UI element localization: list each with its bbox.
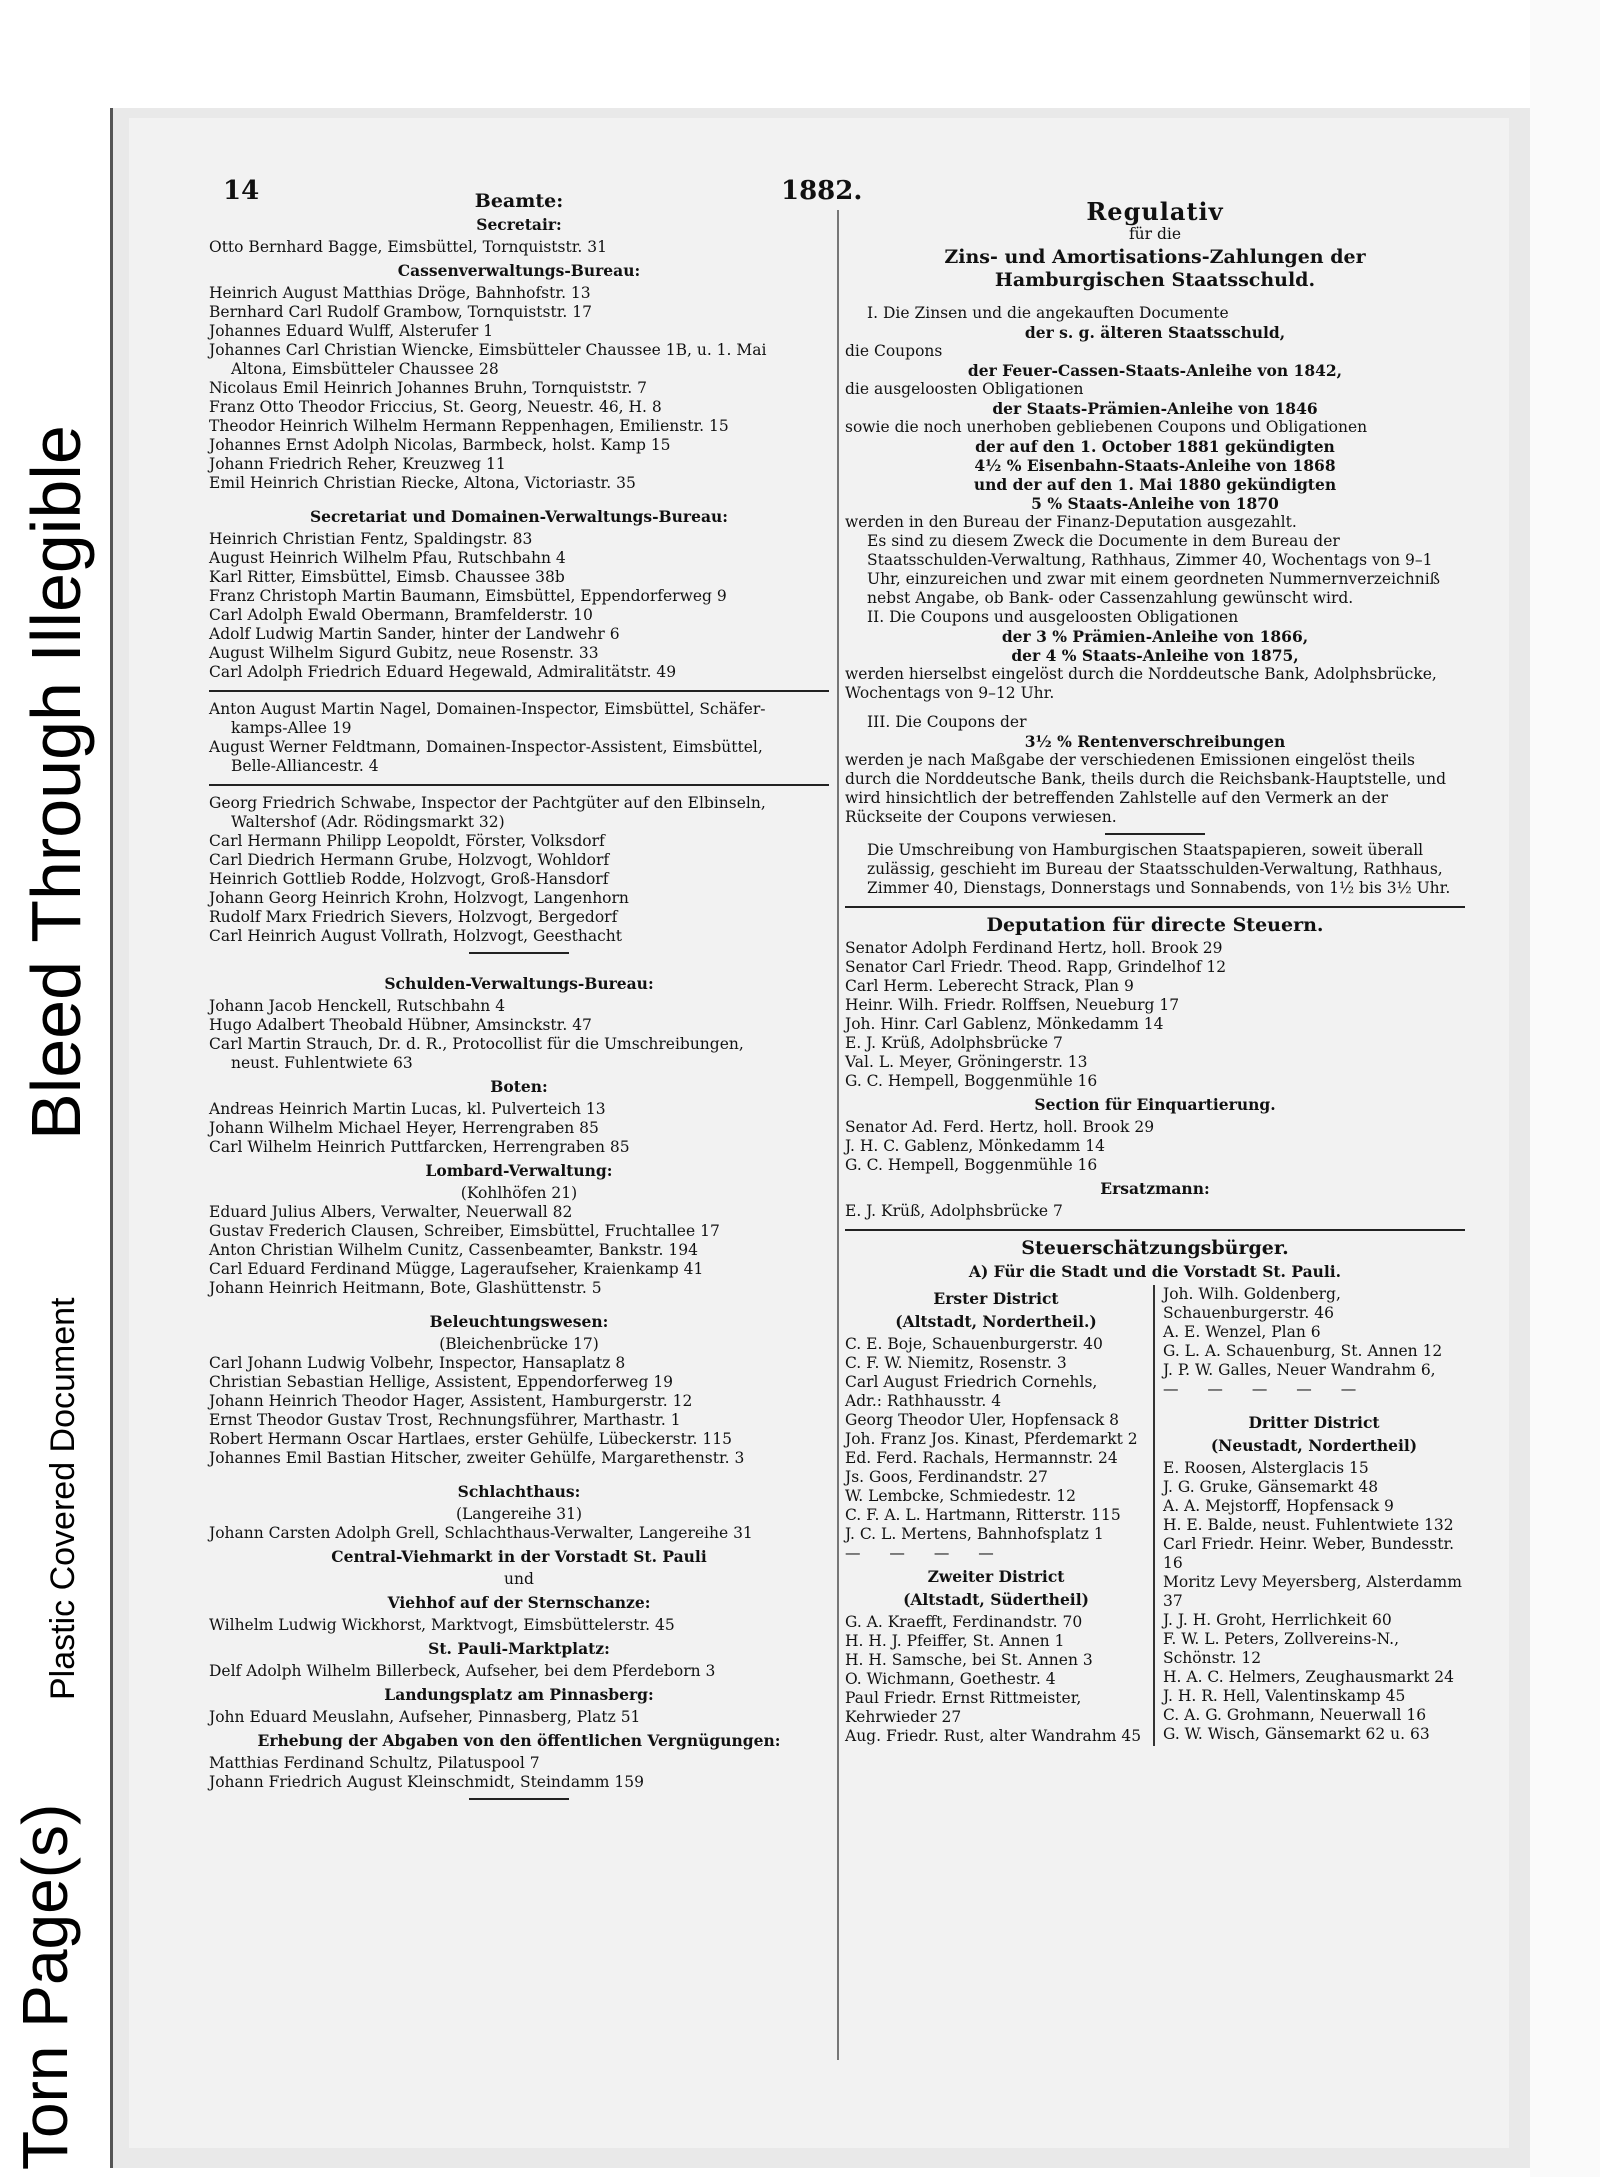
list-item: Delf Adolph Wilhelm Billerbeck, Aufseher, bei dem Pferdeborn 3 xyxy=(209,1662,716,1680)
separator xyxy=(469,952,569,954)
list-item: Heinrich Christian Fentz, Spaldingstr. 83 xyxy=(209,530,533,548)
list-item: J. H. R. Hell, Valentinskamp 45 xyxy=(1163,1687,1406,1705)
list-item: Theodor Heinrich Wilhelm Hermann Reppenhagen, Emilienstr. 15 xyxy=(209,417,729,435)
regulativ-heading: Regulativ xyxy=(1086,197,1224,226)
schulden-heading: Schulden-Verwaltungs-Bureau: xyxy=(384,974,654,993)
list-item: Gustav Frederich Clausen, Schreiber, Eimsbüttel, Fruchtallee 17 xyxy=(209,1222,720,1240)
district-columns xyxy=(845,1285,1465,1746)
list-item: H. A. C. Helmers, Zeughausmarkt 24 xyxy=(1163,1668,1454,1686)
separator xyxy=(469,1798,569,1800)
document-page xyxy=(110,108,1533,2168)
list-item: J. H. C. Gablenz, Mönkedamm 14 xyxy=(845,1137,1106,1155)
text-line: 4½ % Eisenbahn-Staats-Anleihe von 1868 xyxy=(974,456,1336,475)
list-item: Johann Heinrich Theodor Hager, Assistent, Hamburgerstr. 12 xyxy=(209,1392,693,1410)
paragraph: Die Umschreibung von Hamburgischen Staatspapieren, soweit überall zulässig, geschieht im Bureau der Staatsschulden-Verwaltung, Rathhaus, Zimmer 40, Dienstags, Donnerstags und Sonnabends, von 1½ bis 3½ Uhr. xyxy=(867,841,1451,897)
beleucht-address: (Bleichenbrücke 17) xyxy=(439,1335,599,1353)
text-line: 5 % Staats-Anleihe von 1870 xyxy=(1031,494,1279,513)
cassen-heading: Cassenverwaltungs-Bureau: xyxy=(397,261,641,280)
list-item: O. Wichmann, Goethestr. 4 xyxy=(845,1670,1056,1688)
list-item: John Eduard Meuslahn, Aufseher, Pinnasberg, Platz 51 xyxy=(209,1708,641,1726)
secretair-heading: Secretair: xyxy=(476,215,562,234)
list-item: Johann Georg Heinrich Krohn, Holzvogt, Langenhorn xyxy=(209,889,629,907)
separator xyxy=(209,690,829,692)
list-item: G. L. A. Schauenburg, St. Annen 12 xyxy=(1163,1342,1443,1360)
list-item: Franz Christoph Martin Baumann, Eimsbüttel, Eppendorferweg 9 xyxy=(209,587,727,605)
list-item: E. J. Krüß, Adolphsbrücke 7 xyxy=(845,1034,1063,1052)
text-line: I. Die Zinsen und die angekauften Documente xyxy=(867,304,1229,322)
vieh-and: und xyxy=(504,1570,534,1588)
list-item: Christian Sebastian Hellige, Assistent, Eppendorferweg 19 xyxy=(209,1373,674,1391)
list-item: Johannes Eduard Wulff, Alsterufer 1 xyxy=(209,322,494,340)
text-line: der auf den 1. October 1881 gekündigten xyxy=(975,437,1335,456)
schlacht-address: (Langereihe 31) xyxy=(455,1505,583,1523)
list-item: Georg Theodor Uler, Hopfensack 8 xyxy=(845,1411,1120,1429)
list-item: Johann Heinrich Heitmann, Bote, Glashüttenstr. 5 xyxy=(209,1279,602,1297)
list-item: Joh. Wilh. Goldenberg, Schauenburgerstr. 46 xyxy=(1163,1285,1341,1322)
list-item: Heinrich August Matthias Dröge, Bahnhofstr. 13 xyxy=(209,284,591,302)
list-item: Senator Ad. Ferd. Hertz, holl. Brook 29 xyxy=(845,1118,1155,1136)
list-item: Ernst Theodor Gustav Trost, Rechnungsführer, Marthastr. 1 xyxy=(209,1411,681,1429)
text-line: und der auf den 1. Mai 1880 gekündigten xyxy=(973,475,1337,494)
paragraph: werden hierselbst eingelöst durch die Norddeutsche Bank, Adolphsbrücke, Wochentags von 9–12 Uhr. xyxy=(845,665,1437,702)
list-item: Moritz Levy Meyersberg, Alsterdamm 37 xyxy=(1163,1573,1462,1610)
list-item: G. W. Wisch, Gänsemarkt 62 u. 63 xyxy=(1163,1725,1430,1743)
list-item: Karl Ritter, Eimsbüttel, Eimsb. Chaussee 38b xyxy=(209,568,565,586)
list-item: Carl Heinrich August Vollrath, Holzvogt, Geesthacht xyxy=(209,927,622,945)
left-column xyxy=(209,166,829,1806)
list-item: Altona, Eimsbütteler Chaussee 28 xyxy=(231,360,499,378)
viehhof-heading: Viehhof auf der Sternschanze: xyxy=(387,1593,651,1612)
list-item: G. A. Kraefft, Ferdinandstr. 70 xyxy=(845,1613,1083,1631)
list-item: Adr.: Rathhausstr. 4 xyxy=(845,1392,1002,1410)
list-item: Carl Johann Ludwig Volbehr, Inspector, Hansaplatz 8 xyxy=(209,1354,626,1372)
list-item: H. E. Balde, neust. Fuhlentwiete 132 xyxy=(1163,1516,1454,1534)
list-item: A. E. Wenzel, Plan 6 xyxy=(1163,1323,1321,1341)
list-item: Robert Hermann Oscar Hartlaes, erster Gehülfe, Lübeckerstr. 115 xyxy=(209,1430,732,1448)
list-item: F. W. L. Peters, Zollvereins-N., Schönstr. 12 xyxy=(1163,1630,1400,1667)
list-item: Johannes Ernst Adolph Nicolas, Barmbeck, holst. Kamp 15 xyxy=(209,436,671,454)
list-item: Carl Herm. Leberecht Strack, Plan 9 xyxy=(845,977,1134,995)
list-item: C. A. G. Grohmann, Neuerwall 16 xyxy=(1163,1706,1427,1724)
text-line: die ausgeloosten Obligationen xyxy=(845,380,1084,398)
list-item: Johannes Carl Christian Wiencke, Eimsbütteler Chaussee 1B, u. 1. Mai xyxy=(209,341,767,359)
list-item: Johann Carsten Adolph Grell, Schlachthaus-Verwalter, Langereihe 31 xyxy=(209,1524,753,1542)
list-item: Carl Eduard Ferdinand Mügge, Lageraufseher, Kraienkamp 41 xyxy=(209,1260,704,1278)
page-year: 1882. xyxy=(781,176,863,206)
regulativ-heading-3: Hamburgischen Staatsschuld. xyxy=(994,269,1316,291)
bleed-through-label: Bleed Through Illegible xyxy=(17,425,95,1140)
list-item: E. Roosen, Alsterglacis 15 xyxy=(1163,1459,1369,1477)
list-item: Johann Friedrich August Kleinschmidt, Steindamm 159 xyxy=(209,1773,644,1791)
torn-pages-label: Torn Page(s) xyxy=(9,1803,81,2170)
text-line: der Staats-Prämien-Anleihe von 1846 xyxy=(992,399,1318,418)
text-line: werden in den Bureau der Finanz-Deputation ausgezahlt. xyxy=(845,513,1297,531)
list-item: Paul Friedr. Ernst Rittmeister, xyxy=(845,1689,1082,1707)
dash-line: — — — — xyxy=(845,1544,1006,1562)
list-item: kamps-Allee 19 xyxy=(231,719,352,737)
list-item: Carl Adolph Ewald Obermann, Bramfelderstr. 10 xyxy=(209,606,593,624)
list-item: August Wilhelm Sigurd Gubitz, neue Rosenstr. 33 xyxy=(209,644,599,662)
ersatz-heading: Ersatzmann: xyxy=(1100,1179,1210,1198)
text-line: 3½ % Rentenverschreibungen xyxy=(1024,732,1286,751)
list-item: J. J. H. Groht, Herrlichkeit 60 xyxy=(1163,1611,1392,1629)
list-item: Anton August Martin Nagel, Domainen-Inspector, Eimsbüttel, Schäfer- xyxy=(209,700,766,718)
boten-heading: Boten: xyxy=(490,1077,548,1096)
district-2-sub: (Altstadt, Südertheil) xyxy=(903,1590,1089,1609)
list-item: Belle-Alliancestr. 4 xyxy=(231,757,379,775)
list-item: Anton Christian Wilhelm Cunitz, Cassenbeamter, Bankstr. 194 xyxy=(209,1241,698,1259)
list-item: Joh. Hinr. Carl Gablenz, Mönkedamm 14 xyxy=(845,1015,1164,1033)
list-item: Heinr. Wilh. Friedr. Rolffsen, Neueburg 17 xyxy=(845,996,1180,1014)
list-item: August Heinrich Wilhelm Pfau, Rutschbahn 4 xyxy=(209,549,566,567)
page-edge xyxy=(1530,0,1600,2177)
district-1-sub: (Altstadt, Nordertheil.) xyxy=(895,1312,1097,1331)
list-item: Matthias Ferdinand Schultz, Pilatuspool 7 xyxy=(209,1754,540,1772)
beleucht-heading: Beleuchtungswesen: xyxy=(429,1312,609,1331)
lombard-heading: Lombard-Verwaltung: xyxy=(425,1161,613,1180)
separator xyxy=(845,906,1465,908)
list-item: Senator Adolph Ferdinand Hertz, holl. Brook 29 xyxy=(845,939,1223,957)
list-item: Franz Otto Theodor Friccius, St. Georg, Neuestr. 46, H. 8 xyxy=(209,398,662,416)
list-item: Wilhelm Ludwig Wickhorst, Marktvogt, Eimsbüttelerstr. 45 xyxy=(209,1616,675,1634)
lombard-address: (Kohlhöfen 21) xyxy=(460,1184,578,1202)
separator xyxy=(209,784,829,786)
list-item: J. C. L. Mertens, Bahnhofsplatz 1 xyxy=(845,1525,1104,1543)
einquartierung-heading: Section für Einquartierung. xyxy=(1034,1095,1276,1114)
list-item: Js. Goos, Ferdinandstr. 27 xyxy=(845,1468,1048,1486)
secretariat-heading: Secretariat und Domainen-Verwaltungs-Bureau: xyxy=(309,507,728,526)
district-3-heading: Dritter District xyxy=(1248,1413,1380,1432)
separator xyxy=(845,1229,1465,1231)
list-item: Carl Hermann Philipp Leopoldt, Förster, Volksdorf xyxy=(209,832,605,850)
archive-stamp-strip xyxy=(0,0,110,2177)
list-item: Eduard Julius Albers, Verwalter, Neuerwall 82 xyxy=(209,1203,573,1221)
text-line: der 4 % Staats-Anleihe von 1875, xyxy=(1011,646,1299,665)
list-item: C. F. W. Niemitz, Rosenstr. 3 xyxy=(845,1354,1067,1372)
list-item: Nicolaus Emil Heinrich Johannes Bruhn, Tornquiststr. 7 xyxy=(209,379,647,397)
list-item: Senator Carl Friedr. Theod. Rapp, Grindelhof 12 xyxy=(845,958,1227,976)
list-item: Johann Jacob Henckell, Rutschbahn 4 xyxy=(209,997,506,1015)
list-item: Johann Wilhelm Michael Heyer, Herrengraben 85 xyxy=(209,1119,599,1137)
list-item: Kehrwieder 27 xyxy=(845,1708,962,1726)
list-item: Carl Adolph Friedrich Eduard Hegewald, Admiralitätstr. 49 xyxy=(209,663,677,681)
text-line: II. Die Coupons und ausgeloosten Obligationen xyxy=(867,608,1239,626)
list-item: Val. L. Meyer, Gröningerstr. 13 xyxy=(845,1053,1088,1071)
list-item: J. G. Gruke, Gänsemarkt 48 xyxy=(1163,1478,1379,1496)
column-divider xyxy=(837,210,839,2060)
list-item: Carl August Friedrich Cornehls, xyxy=(845,1373,1098,1391)
text-line: sowie die noch unerhoben gebliebenen Coupons und Obligationen xyxy=(845,418,1368,436)
list-item: G. C. Hempell, Boggenmühle 16 xyxy=(845,1156,1098,1174)
separator xyxy=(1105,833,1205,835)
beamte-heading: Beamte: xyxy=(474,190,564,212)
schlacht-heading: Schlachthaus: xyxy=(457,1482,581,1501)
pauli-heading: St. Pauli-Marktplatz: xyxy=(428,1639,610,1658)
list-item: Carl Wilhelm Heinrich Puttfarcken, Herrengraben 85 xyxy=(209,1138,630,1156)
list-item: August Werner Feldtmann, Domainen-Inspector-Assistent, Eimsbüttel, xyxy=(209,738,763,756)
list-item: Heinrich Gottlieb Rodde, Holzvogt, Groß-Hansdorf xyxy=(209,870,609,888)
plastic-covered-label: Plastic Covered Document xyxy=(44,1297,82,1700)
erhebung-heading: Erhebung der Abgaben von den öffentlichen Vergnügungen: xyxy=(257,1731,781,1750)
list-item: Aug. Friedr. Rust, alter Wandrahm 45 xyxy=(845,1727,1142,1745)
list-item: Hugo Adalbert Theobald Hübner, Amsinckstr. 47 xyxy=(209,1016,592,1034)
paragraph: Es sind zu diesem Zweck die Documente in dem Bureau der Staatsschulden-Verwaltung, Rathhaus, Zimmer 40, Wochentags von 9–1 Uhr, einzureichen und zwar mit einem geordneten Nummernverzeichniß nebst Angabe, ob Bank- oder Cassenzahlung gewünscht wird. xyxy=(867,532,1441,607)
district-3-sub: (Neustadt, Nordertheil) xyxy=(1210,1436,1418,1455)
page-number: 14 xyxy=(223,176,260,206)
list-item: Carl Diedrich Hermann Grube, Holzvogt, Wohldorf xyxy=(209,851,610,869)
list-item: Emil Heinrich Christian Riecke, Altona, Victoriastr. 35 xyxy=(209,474,636,492)
list-item: Bernhard Carl Rudolf Grambow, Tornquiststr. 17 xyxy=(209,303,592,321)
district-2-heading: Zweiter District xyxy=(927,1567,1065,1586)
list-item: Georg Friedrich Schwabe, Inspector der Pachtgüter auf den Elbinseln, xyxy=(209,794,766,812)
list-item: neust. Fuhlentwiete 63 xyxy=(231,1054,413,1072)
right-column xyxy=(845,198,1465,1746)
text-line: der 3 % Prämien-Anleihe von 1866, xyxy=(1001,627,1309,646)
landung-heading: Landungsplatz am Pinnasberg: xyxy=(384,1685,654,1704)
list-item: Joh. Franz Jos. Kinast, Pferdemarkt 2 xyxy=(845,1430,1138,1448)
list-item: Adolf Ludwig Martin Sander, hinter der Landwehr 6 xyxy=(209,625,620,643)
list-item: Carl Martin Strauch, Dr. d. R., Protocollist für die Umschreibungen, xyxy=(209,1035,744,1053)
secretair-entry: Otto Bernhard Bagge, Eimsbüttel, Tornquiststr. 31 xyxy=(209,238,608,256)
text-line: der s. g. älteren Staatsschuld, xyxy=(1024,323,1286,342)
list-item: H. H. Samsche, bei St. Annen 3 xyxy=(845,1651,1093,1669)
list-item: E. J. Krüß, Adolphsbrücke 7 xyxy=(845,1202,1063,1220)
steuer-sub: A) Für die Stadt und die Vorstadt St. Pauli. xyxy=(968,1262,1342,1281)
deputation-heading: Deputation für directe Steuern. xyxy=(986,914,1324,936)
list-item: C. F. A. L. Hartmann, Ritterstr. 115 xyxy=(845,1506,1121,1524)
dash-line: — — — — — xyxy=(1163,1380,1369,1398)
list-item: W. Lembcke, Schmiedestr. 12 xyxy=(845,1487,1076,1505)
steuer-heading: Steuerschätzungsbürger. xyxy=(1021,1237,1289,1259)
list-item: Ed. Ferd. Rachals, Hermannstr. 24 xyxy=(845,1449,1118,1467)
list-item: Johannes Emil Bastian Hitscher, zweiter Gehülfe, Margarethenstr. 3 xyxy=(209,1449,745,1467)
list-item: H. H. J. Pfeiffer, St. Annen 1 xyxy=(845,1632,1065,1650)
list-item: Carl Friedr. Heinr. Weber, Bundesstr. 16 xyxy=(1163,1535,1455,1572)
list-item: J. P. W. Galles, Neuer Wandrahm 6, xyxy=(1163,1361,1436,1379)
paragraph: werden je nach Maßgabe der verschiedenen Emissionen eingelöst theils durch die Norddeutsche Bank, theils durch die Reichsbank-Hauptstelle, und wird hinsichtlich der betreffenden Zahlstelle auf den Vermerk an der Rückseite der Coupons verwiesen. xyxy=(845,751,1447,826)
vieh-heading: Central-Viehmarkt in der Vorstadt St. Pauli xyxy=(331,1547,707,1566)
district-1-heading: Erster District xyxy=(933,1289,1059,1308)
list-item: Waltershof (Adr. Rödingsmarkt 32) xyxy=(231,813,505,831)
text-line: die Coupons xyxy=(845,342,943,360)
text-line: der Feuer-Cassen-Staats-Anleihe von 1842, xyxy=(967,361,1343,380)
list-item: Andreas Heinrich Martin Lucas, kl. Pulverteich 13 xyxy=(209,1100,606,1118)
regulativ-sub: für die xyxy=(1128,225,1182,243)
list-item: C. E. Boje, Schauenburgerstr. 40 xyxy=(845,1335,1103,1353)
list-item: Johann Friedrich Reher, Kreuzweg 11 xyxy=(209,455,506,473)
list-item: G. C. Hempell, Boggenmühle 16 xyxy=(845,1072,1098,1090)
regulativ-heading-2: Zins- und Amortisations-Zahlungen der xyxy=(944,246,1366,268)
list-item: Rudolf Marx Friedrich Sievers, Holzvogt, Bergedorf xyxy=(209,908,618,926)
list-item: A. A. Mejstorff, Hopfensack 9 xyxy=(1163,1497,1394,1515)
text-line: III. Die Coupons der xyxy=(867,713,1027,731)
